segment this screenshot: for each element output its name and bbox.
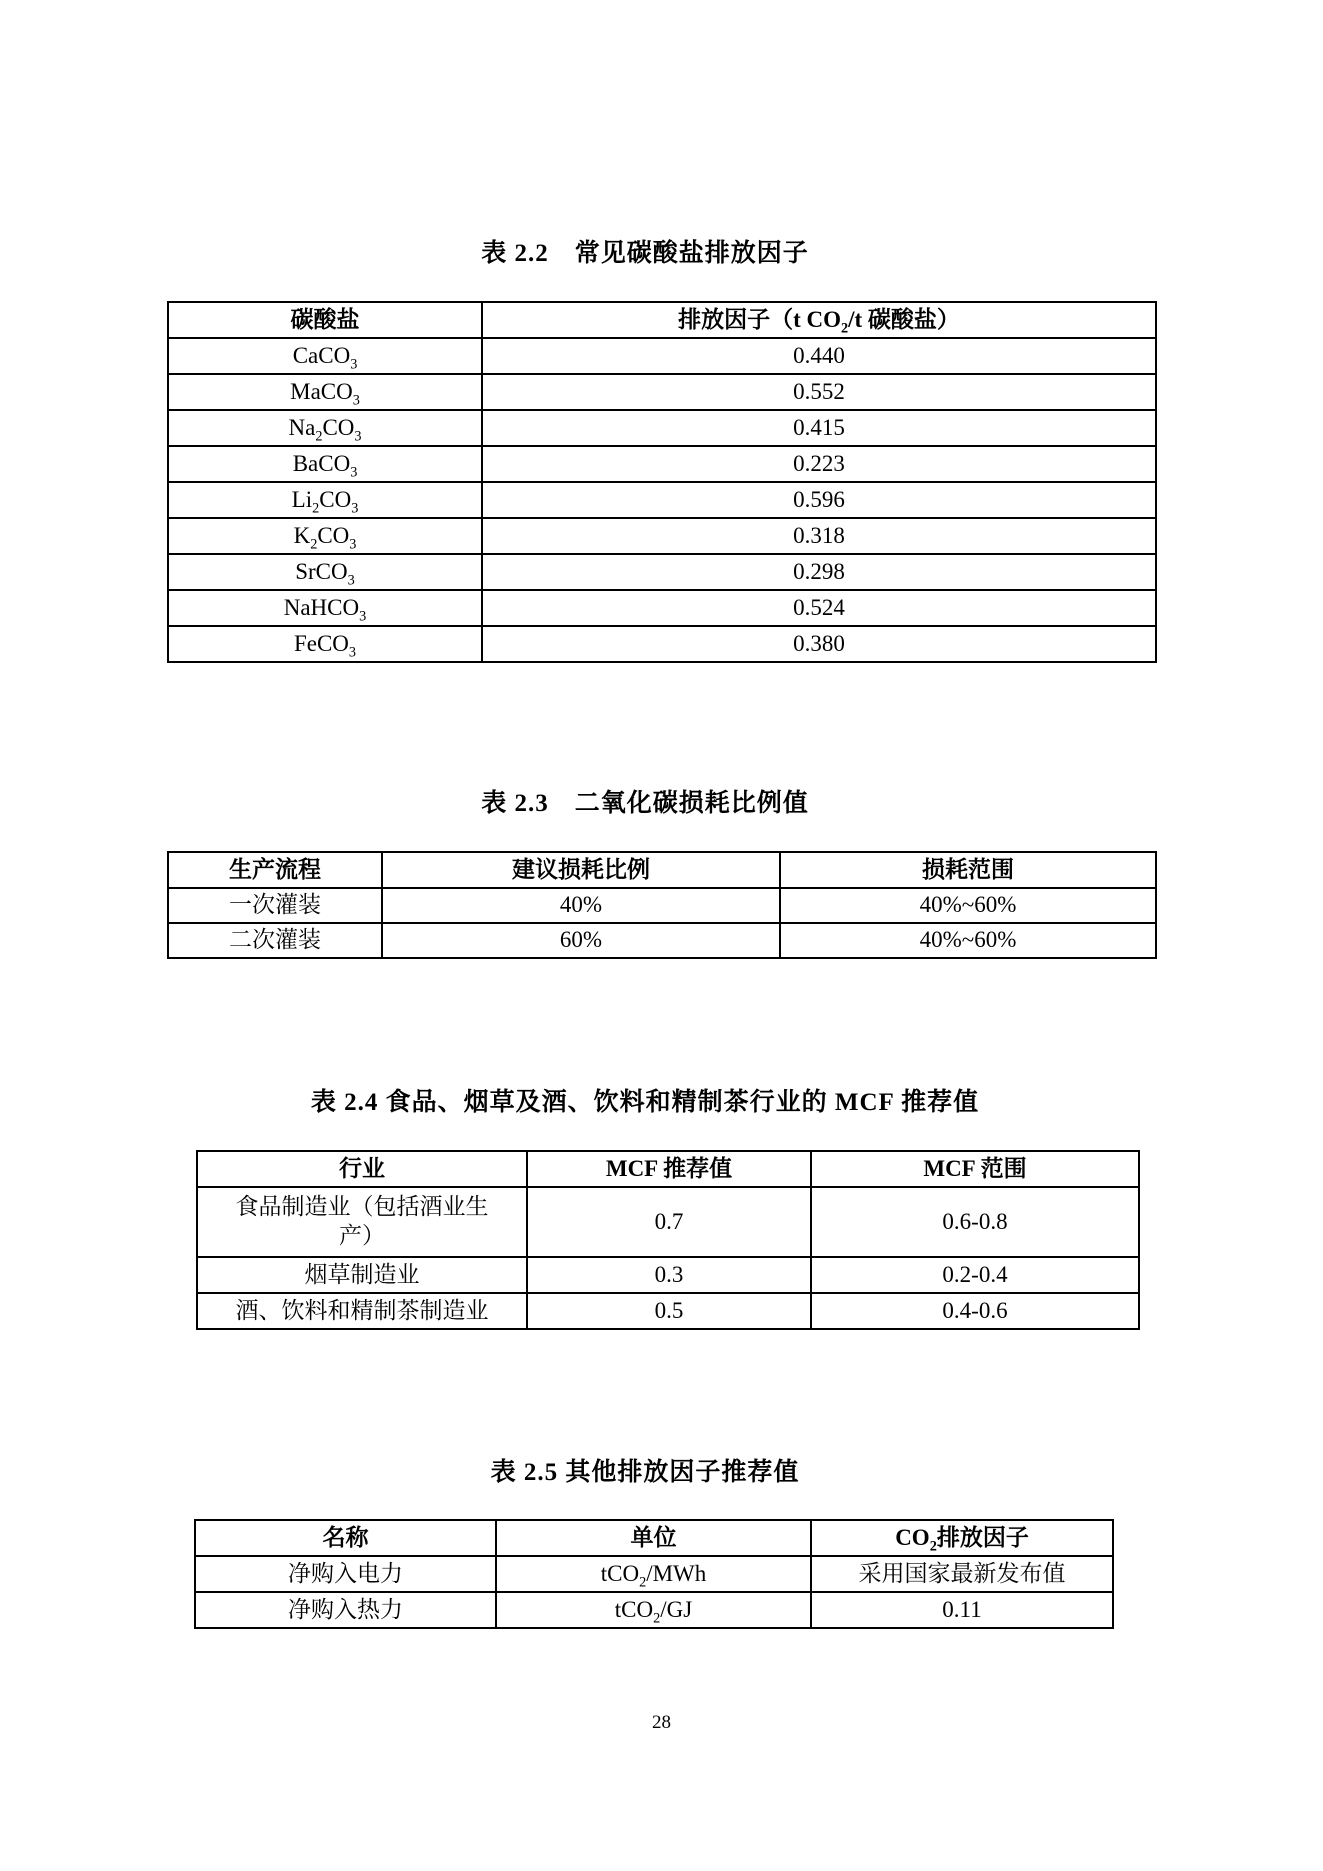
table-row [168, 554, 1156, 590]
table-cell: 0.415 [482, 410, 1156, 446]
table-cell: $Na_2CO_3$ [168, 410, 482, 446]
table-row [195, 1556, 1113, 1592]
table-cell: tCO$_2$/GJ [496, 1592, 811, 1628]
table-cell: 0.2-0.4 [811, 1257, 1139, 1293]
table-2-2-carbonate-emission-factors [167, 301, 1157, 663]
table-cell: $K_2CO_3$ [168, 518, 482, 554]
column-header: 生产流程 [168, 852, 382, 888]
table-cell: 酒、饮料和精制茶制造业 [197, 1293, 527, 1329]
table-row [197, 1293, 1139, 1329]
table-cell: 一次灌装 [168, 888, 382, 923]
table-cell: 净购入热力 [195, 1592, 496, 1628]
column-header: 单位 [496, 1520, 811, 1556]
table-2-5-caption: 表 2.5 其他排放因子推荐值 [490, 1459, 800, 1486]
table-cell: 0.5 [527, 1293, 811, 1329]
column-header: MCF 范围 [811, 1151, 1139, 1187]
table-header-row [197, 1151, 1139, 1187]
industry-label: 食品制造业（包括酒业生产） [235, 1194, 489, 1248]
table-row [195, 1592, 1113, 1628]
column-header: 行业 [197, 1151, 527, 1187]
table-cell: FeCO$_3$ [168, 626, 482, 662]
table-row [168, 888, 1156, 923]
table-row [168, 626, 1156, 662]
table-cell: MaCO$_3$ [168, 374, 482, 410]
table-header-row [195, 1520, 1113, 1556]
table-cell: 0.380 [482, 626, 1156, 662]
table-cell: 净购入电力 [195, 1556, 496, 1592]
table-2-3-caption: 表 2.3 二氧化碳损耗比例值 [481, 790, 809, 817]
table-cell: SrCO$_3$ [168, 554, 482, 590]
table-row [197, 1257, 1139, 1293]
table-cell: 二次灌装 [168, 923, 382, 958]
table-cell: 烟草制造业 [197, 1257, 527, 1293]
page-number: 28 [652, 1712, 671, 1733]
column-header: 碳酸盐 [168, 302, 482, 338]
table-cell: $Li_2CO_3$ [168, 482, 482, 518]
table-cell: 40%~60% [780, 923, 1156, 958]
table-cell: 0.223 [482, 446, 1156, 482]
table-cell: 0.298 [482, 554, 1156, 590]
table-cell: 0.6-0.8 [811, 1187, 1139, 1257]
table-header-row [168, 302, 1156, 338]
column-header: 建议损耗比例 [382, 852, 780, 888]
table-cell: CaCO$_3$ [168, 338, 482, 374]
column-header: MCF 推荐值 [527, 1151, 811, 1187]
table-cell: 0.4-0.6 [811, 1293, 1139, 1329]
table-cell: 0.596 [482, 482, 1156, 518]
table-row [168, 446, 1156, 482]
table-cell: 0.440 [482, 338, 1156, 374]
table-row [168, 338, 1156, 374]
table-cell: NaHCO$_3$ [168, 590, 482, 626]
table-row [168, 410, 1156, 446]
table-cell: 0.3 [527, 1257, 811, 1293]
table-2-3-co2-loss-ratio [167, 851, 1157, 959]
table-cell: 0.552 [482, 374, 1156, 410]
table-cell: 0.7 [527, 1187, 811, 1257]
table-row [168, 374, 1156, 410]
column-header: $CO_2$排放因子 [811, 1520, 1113, 1556]
table-cell: tCO$_2$/MWh [496, 1556, 811, 1592]
table-2-5-other-emission-factors [194, 1519, 1114, 1629]
table-row [197, 1187, 1139, 1257]
table-cell: 0.11 [811, 1592, 1113, 1628]
table-2-4-caption: 表 2.4 食品、烟草及酒、饮料和精制茶行业的 MCF 推荐值 [310, 1089, 980, 1116]
table-2-2-caption: 表 2.2 常见碳酸盐排放因子 [481, 240, 809, 267]
table-cell: 采用国家最新发布值 [811, 1556, 1113, 1592]
column-header: 损耗范围 [780, 852, 1156, 888]
table-cell: 40% [382, 888, 780, 923]
table-2-4-mcf-recommended-values [196, 1150, 1140, 1330]
table-header-row [168, 852, 1156, 888]
table-cell: 40%~60% [780, 888, 1156, 923]
table-row [168, 923, 1156, 958]
table-row [168, 482, 1156, 518]
table-cell [197, 1187, 527, 1257]
column-header: 排放因子（t $CO_2/t$ 碳酸盐） [482, 302, 1156, 338]
column-header: 名称 [195, 1520, 496, 1556]
table-cell: 0.318 [482, 518, 1156, 554]
table-row [168, 518, 1156, 554]
table-row [168, 590, 1156, 626]
table-cell: 0.524 [482, 590, 1156, 626]
table-cell: BaCO$_3$ [168, 446, 482, 482]
table-cell: 60% [382, 923, 780, 958]
